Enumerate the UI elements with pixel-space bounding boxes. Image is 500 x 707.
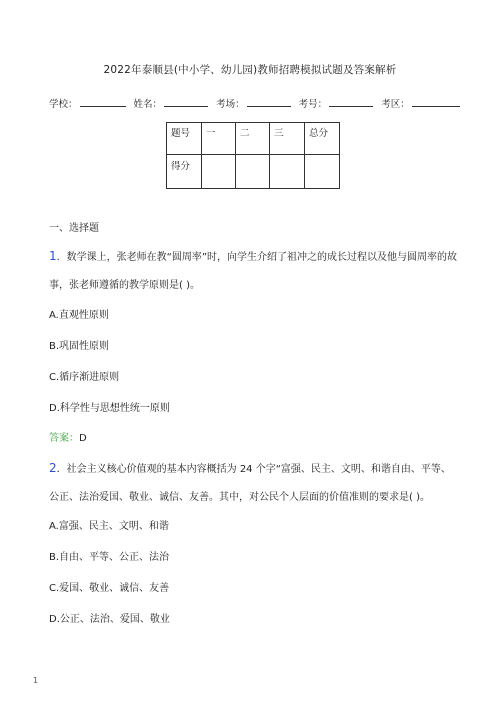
question-2-option-d: D.公正、法治、爱国、敬业 [49,614,170,625]
score-cell: 题号 [167,123,202,155]
info-field-school: 学校： [49,96,131,110]
question-number: 2 [49,461,57,475]
score-cell [270,155,305,189]
score-cell: 得分 [167,155,202,189]
question-1 [49,242,459,300]
score-cell: 三 [270,123,305,155]
question-2-option-c: C.爱国、敬业、诚信、友善 [49,583,170,594]
question-2 [49,454,459,512]
room-blank [247,97,291,107]
page-number: 1 [33,676,39,685]
score-cell: 总分 [305,123,340,155]
info-field-room: 考场： [216,96,296,110]
exam-info-line [49,96,465,110]
number-blank [329,97,373,107]
question-2-option-b: B.自由、平等、公正、法治 [49,552,170,563]
info-field-name: 姓名： [134,96,214,110]
question-2-option-a: A.富强、民主、文明、和谐 [49,521,169,532]
school-blank [80,97,126,107]
page-title: 2022年泰顺县(中小学、幼儿园)教师招聘模拟试题及答案解析 [103,64,397,76]
score-table-header-row [167,123,340,155]
score-table [166,122,340,189]
question-1-option-a: A.直观性原则 [49,310,109,321]
question-number: 1 [49,249,57,263]
info-field-number: 考号： [299,96,379,110]
score-cell [236,155,270,189]
score-cell: 二 [236,123,270,155]
score-table-row [167,155,340,189]
score-cell: 一 [202,123,236,155]
score-cell [305,155,340,189]
question-text: ．社会主义核心价值观的基本内容概括为 24 个字“富强、民主、文明、和谐自由、平等、公正、法治爱国、敬业、诚信、友善。其中，对公民个人层面的价值准则的要求是( )。 [49,464,451,503]
info-field-area: 考区： [381,96,465,110]
answer-label: 答案： [49,433,79,444]
question-text: ．数学课上，张老师在教“圆周率”时，向学生介绍了祖冲之的成长过程以及他与圆周率的故事，张老师遵循的教学原则是( )。 [49,252,458,291]
section-title: 一、选择题 [49,223,99,234]
score-cell [202,155,236,189]
answer-value: D [79,433,87,444]
name-blank [164,97,208,107]
area-blank [412,97,460,107]
question-1-option-b: B.巩固性原则 [49,341,110,352]
question-1-option-d: D.科学性与思想性统一原则 [49,403,170,414]
question-1-answer [49,429,87,444]
question-1-option-c: C.循序渐进原则 [49,372,120,383]
